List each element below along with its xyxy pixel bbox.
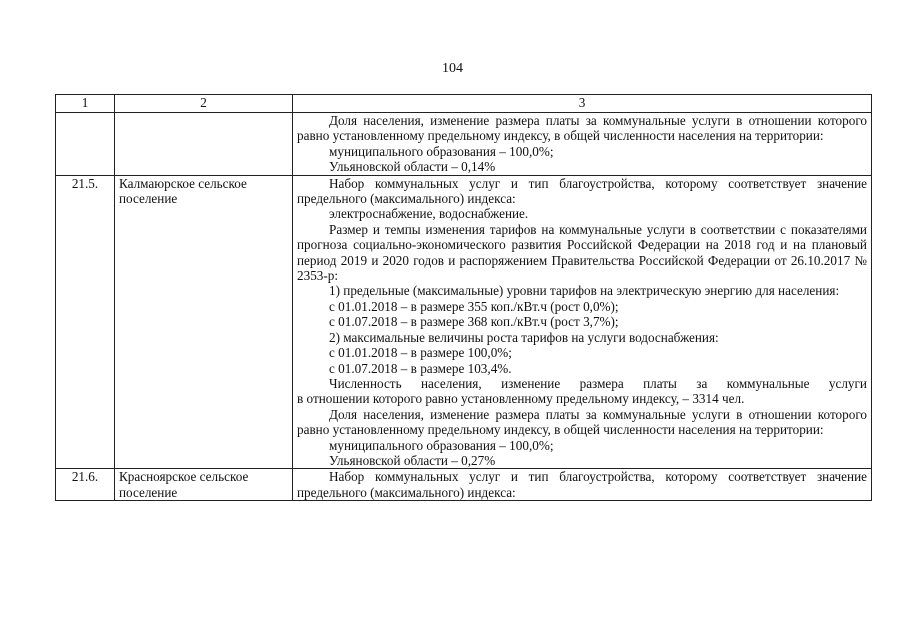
paragraph: Численность населения, изменение размера платы за коммунальные услуги xyxy=(329,375,867,391)
paragraph: Ульяновской области – 0,27% xyxy=(329,452,496,468)
settlement-name-cell: Калмаюрское сельское поселение xyxy=(115,175,293,469)
table-row xyxy=(56,469,872,501)
table-header-cell: 3 xyxy=(293,95,872,113)
row-number-cell: 21.6. xyxy=(56,469,115,501)
page-number: 104 xyxy=(442,61,463,76)
paragraph: с 01.01.2018 – в размере 355 коп./кВт.ч (рост 0,0%); xyxy=(329,298,619,314)
paragraph: с 01.07.2018 – в размере 103,4%. xyxy=(329,360,512,376)
row-number-cell xyxy=(56,113,115,176)
row-content-cell xyxy=(293,175,872,469)
table-header-cell: 2 xyxy=(115,95,293,113)
paragraph: с 01.01.2018 – в размере 100,0%; xyxy=(329,345,512,361)
paragraph: с 01.07.2018 – в размере 368 коп./кВт.ч (рост 3,7%); xyxy=(329,314,619,330)
table-row xyxy=(56,113,872,176)
table-header-row xyxy=(56,95,872,113)
row-number-cell: 21.5. xyxy=(56,175,115,469)
paragraph: в отношении которого равно установленному предельному индексу, – 3314 чел. xyxy=(297,391,745,407)
paragraph: 1) предельные (максимальные) уровни тарифов на электрическую энергию для населения: xyxy=(329,283,840,299)
row-content-cell xyxy=(293,469,872,501)
paragraph: Доля населения, изменение размера платы за коммунальные услуги в отношении которого равно установленному предельному индексу, в общей численности населения на территории: xyxy=(297,113,867,144)
settlement-name-cell: Красноярское сельское поселение xyxy=(115,469,293,501)
paragraph: электроснабжение, водоснабжение. xyxy=(329,206,529,222)
table-row xyxy=(56,175,872,469)
paragraph: муниципального образования – 100,0%; xyxy=(329,143,554,159)
document-table xyxy=(55,94,872,501)
paragraph: Ульяновской области – 0,14% xyxy=(329,159,496,175)
settlement-name-cell xyxy=(115,113,293,176)
paragraph: 2) максимальные величины роста тарифов на услуги водоснабжения: xyxy=(329,329,719,345)
table-header-cell: 1 xyxy=(56,95,115,113)
paragraph: муниципального образования – 100,0%; xyxy=(329,437,554,453)
paragraph: Доля населения, изменение размера платы за коммунальные услуги в отношении которого равно установленному предельному индексу, в общей численности населения на территории: xyxy=(297,406,867,438)
paragraph: Набор коммунальных услуг и тип благоустройства, которому соответствует значение предельного (максимального) индекса: xyxy=(297,469,867,500)
paragraph: Набор коммунальных услуг и тип благоустройства, которому соответствует значение предельного (максимального) индекса: xyxy=(297,175,867,207)
row-content-cell xyxy=(293,113,872,176)
paragraph: Размер и темпы изменения тарифов на коммунальные услуги в соответствии с показателями прогноза социально-экономического развития Российской Федерации на 2018 год и на плановый период 2019 и 2020 годов и распоряжением Правительства Российской Федерации от 26.10.2017 № 2353-р: xyxy=(297,221,867,284)
